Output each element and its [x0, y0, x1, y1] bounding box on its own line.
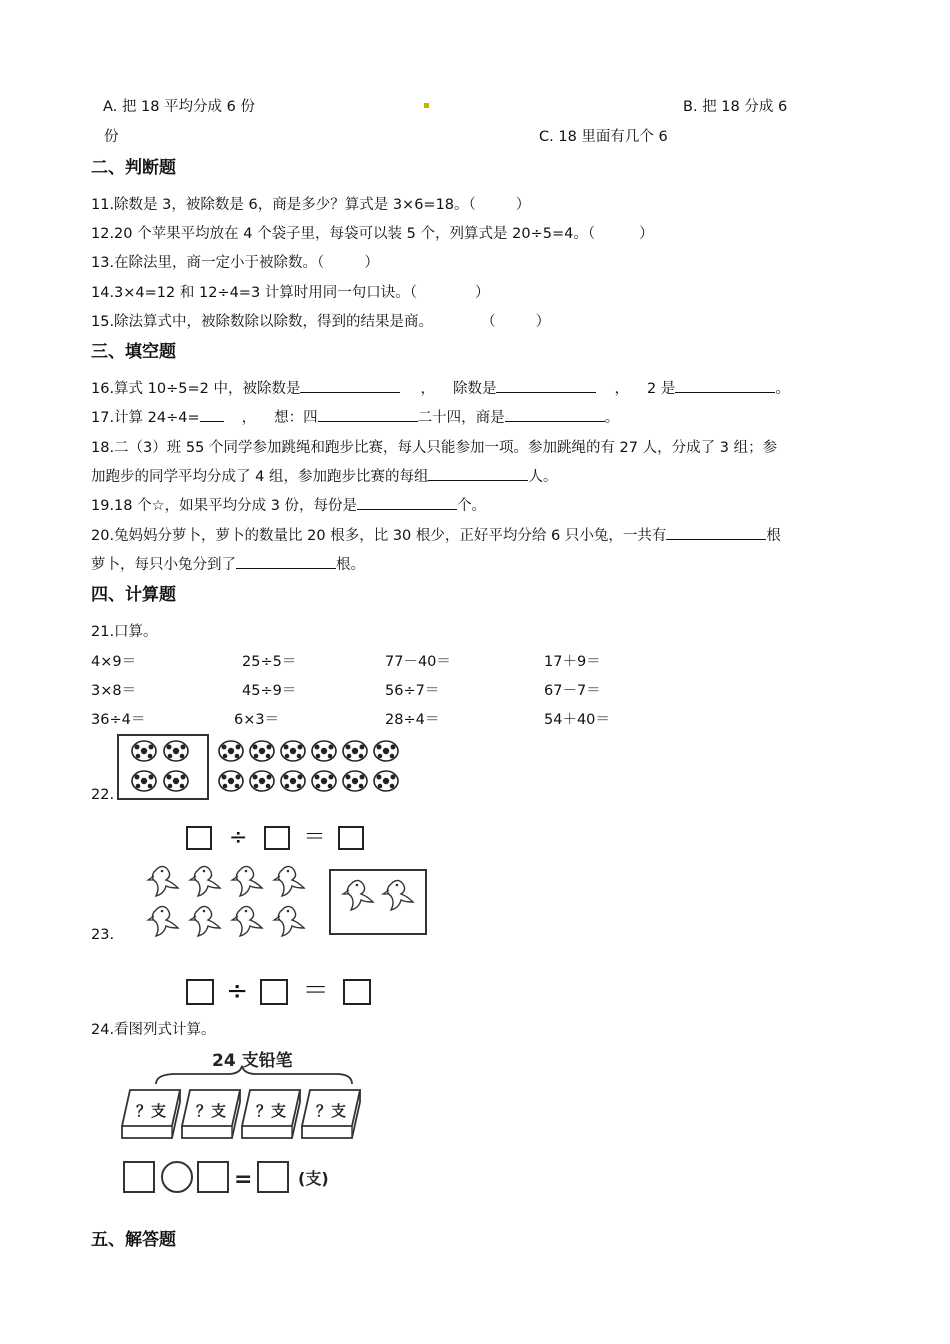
calc-cell: 77－40＝	[385, 654, 451, 670]
calc-cell: 54＋40＝	[544, 712, 610, 728]
calc-cell: 56÷7＝	[385, 683, 440, 699]
bird-icon	[190, 866, 220, 896]
bird-icon	[343, 880, 373, 910]
pencil-box-icon	[302, 1090, 360, 1138]
judge-item-11: 11.除数是 3，被除数是 6，商是多少？算式是 3×6=18。（ ）	[91, 197, 531, 213]
soccer-ball-icon	[250, 741, 274, 761]
section-title-judge: 二、判断题	[91, 158, 176, 178]
judge-item-12: 12.20 个苹果平均放在 4 个袋子里，每袋可以装 5 个，列算式是 20÷5=4。（ ）	[91, 226, 654, 242]
calc-cell: 67－7＝	[544, 683, 601, 699]
answer-box	[124, 1162, 154, 1192]
answer-box[interactable]	[186, 979, 214, 1005]
fill-item-18-line2: 加跑步的同学平均分成了 4 组，参加跑步比赛的每组 人。	[91, 465, 557, 486]
answer-blank[interactable]	[428, 466, 528, 481]
soccer-ball-icon	[164, 741, 188, 761]
bird-icon	[383, 880, 413, 910]
fill-item-18-line1: 18.二（3）班 55 个同学参加跳绳和跑步比赛，每人只能参加一项。参加跳绳的有 27 人，分成了 3 组；参	[91, 440, 778, 456]
soccer-ball-icon	[343, 741, 367, 761]
answer-blank[interactable]	[675, 378, 775, 393]
judge-item-13: 13.在除法里，商一定小于被除数。（ ）	[91, 255, 379, 271]
answer-blank[interactable]	[496, 378, 596, 393]
section-title-calc: 四、计算题	[91, 585, 176, 605]
answer-blank[interactable]	[236, 554, 336, 569]
soccer-ball-icon	[219, 741, 243, 761]
soccer-balls-figure	[116, 733, 411, 803]
calc-cell: 25÷5＝	[242, 654, 297, 670]
stray-dot	[424, 103, 429, 108]
bird-icon	[190, 906, 220, 936]
fill-item-17: 17.计算 24÷4= ， 想：四 二十四，商是 。	[91, 406, 619, 427]
soccer-ball-icon	[312, 771, 336, 791]
fill-item-19: 19.18 个☆，如果平均分成 3 份，每份是 个。	[91, 494, 486, 515]
answer-box[interactable]	[343, 979, 371, 1005]
answer-blank[interactable]	[318, 407, 418, 422]
answer-blank[interactable]	[357, 495, 457, 510]
bird-icon	[232, 866, 262, 896]
judge-item-15: 15.除法算式中，被除数除以除数，得到的结果是商。 （ ）	[91, 314, 551, 330]
soccer-ball-icon	[250, 771, 274, 791]
calc-cell: 3×8＝	[91, 683, 137, 699]
soccer-ball-icon	[343, 771, 367, 791]
soccer-ball-icon	[281, 771, 305, 791]
pencil-box-icons	[122, 1090, 360, 1138]
box-label: ？支	[256, 1102, 287, 1120]
answer-box	[258, 1162, 288, 1192]
option-b: B. 把 18 分成 6	[683, 99, 788, 115]
option-c: C. 18 里面有几个 6	[539, 129, 668, 145]
option-a: A. 把 18 平均分成 6 份	[103, 99, 255, 115]
bird-icon	[274, 866, 304, 896]
soccer-ball-icon	[312, 741, 336, 761]
pencil-box-icon	[122, 1090, 180, 1138]
soccer-ball-icon	[132, 771, 156, 791]
soccer-ball-icon	[219, 771, 243, 791]
answer-box[interactable]	[186, 826, 212, 850]
bird-icon	[148, 906, 178, 936]
bird-icons	[148, 866, 413, 936]
calc-cell: 4×9＝	[91, 654, 137, 670]
answer-box[interactable]	[264, 826, 290, 850]
q23-equation: ÷ ＝	[186, 970, 371, 1007]
calc-cell: 28÷4＝	[385, 712, 440, 728]
calc-cell: 36÷4＝	[91, 712, 146, 728]
soccer-ball-icon	[164, 771, 188, 791]
judge-item-14: 14.3×4=12 和 12÷4=3 计算时用同一句口诀。（ ）	[91, 285, 490, 301]
box-label: ？支	[196, 1102, 227, 1120]
soccer-ball-icon	[374, 771, 398, 791]
answer-box	[198, 1162, 228, 1192]
option-b-continuation: 份	[104, 129, 119, 145]
soccer-ball-icon	[281, 741, 305, 761]
bird-icon	[148, 866, 178, 896]
unit-label: (支)	[298, 1169, 329, 1188]
calc-cell: 6×3＝	[234, 712, 280, 728]
equals-sign: =	[234, 1167, 253, 1192]
answer-blank[interactable]	[200, 407, 224, 422]
calc-cell: 17＋9＝	[544, 654, 601, 670]
section-title-answer: 五、解答题	[91, 1230, 176, 1250]
answer-blank[interactable]	[666, 525, 766, 540]
bird-icon	[274, 906, 304, 936]
birds-figure	[140, 860, 430, 952]
pencil-box-icon	[242, 1090, 300, 1138]
q21-title: 21.口算。	[91, 624, 158, 640]
q24-title: 24.看图列式计算。	[91, 1022, 216, 1038]
bird-icon	[232, 906, 262, 936]
calc-cell: 45÷9＝	[242, 683, 297, 699]
answer-box[interactable]	[338, 826, 364, 850]
fill-item-20-line2: 萝卜，每只小兔分到了 根。	[91, 553, 365, 574]
q22-label: 22.	[91, 787, 115, 803]
pencil-boxes-figure	[116, 1046, 372, 1202]
section-title-fill: 三、填空题	[91, 342, 176, 362]
answer-blank[interactable]	[300, 378, 400, 393]
box-label: ？支	[136, 1102, 167, 1120]
answer-blank[interactable]	[505, 407, 605, 422]
soccer-ball-icon	[374, 741, 398, 761]
box-label: ？支	[316, 1102, 347, 1120]
answer-box[interactable]	[260, 979, 288, 1005]
q23-label: 23.	[91, 927, 115, 943]
soccer-ball-icon	[132, 741, 156, 761]
soccer-ball-icons	[132, 741, 398, 791]
q22-equation: ÷ ＝	[186, 820, 364, 851]
fill-item-20-line1: 20.兔妈妈分萝卜，萝卜的数量比 20 根多，比 30 根少，正好平均分给 6 只小兔，一共有 根	[91, 524, 781, 545]
fill-item-16: 16.算式 10÷5=2 中，被除数是 ， 除数是 ， 2 是 。	[91, 377, 790, 398]
figure-title: 24 支铅笔	[212, 1051, 293, 1071]
operator-circle	[162, 1162, 192, 1192]
pencil-box-icon	[182, 1090, 240, 1138]
